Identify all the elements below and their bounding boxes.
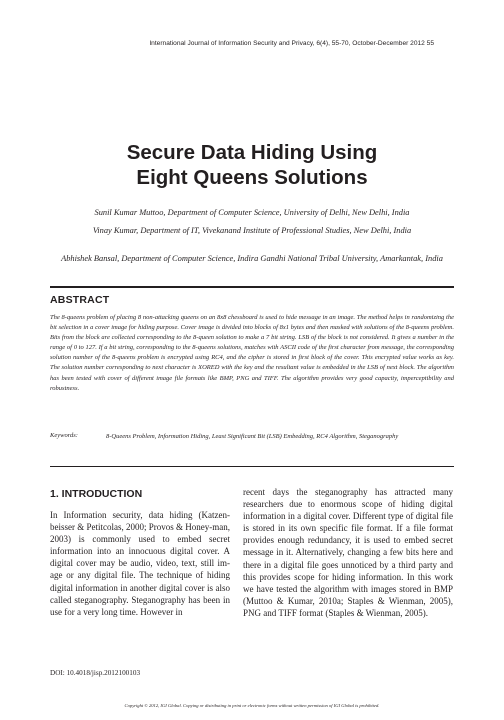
author-affiliation: Vinay Kumar, Department of IT, Vivekanand Institute of Professional Studies, New Delhi, India xyxy=(92,226,412,235)
section-divider xyxy=(50,466,454,467)
abstract-heading: ABSTRACT xyxy=(50,294,110,306)
copyright-notice: Copyright © 2012, IGI Global. Copying or distributing in print or electronic forms without written permission of IGI Global is prohibited. xyxy=(124,703,380,708)
author-affiliation: Abhishek Bansal, Department of Computer Science, Indira Gandhi National Tribal University, Amarkantak, India xyxy=(61,254,443,263)
body-paragraph-left: In Information security, data hiding (Katzen-beisser & Petitcolas, 2000; Provos & Honey-man, 2003) is commonly used to embed secret information into an innocuous digital cover. A digital cover may be audio, video, text, still im-age or any digital file. The technique of hiding digital information in another digital cover is also called steganography. Steganography has been in use for a very long time. However in xyxy=(50,510,230,617)
keywords-list: 8-Queens Problem, Information Hiding, Least Significant Bit (LSB) Embedding, RC4 Algorithm, Steganography xyxy=(106,433,399,440)
running-header: International Journal of Information Security and Privacy, 6(4), 55-70, October-December 2012 55 xyxy=(149,40,434,47)
doi-line: DOI: 10.4018/jisp.2012100103 xyxy=(50,669,141,677)
paper-title xyxy=(40,140,464,190)
keywords-label: Keywords: xyxy=(50,432,78,439)
title-line-1: Secure Data Hiding Using xyxy=(126,141,378,164)
author-affiliation: Sunil Kumar Muttoo, Department of Computer Science, University of Delhi, New Delhi, India xyxy=(94,208,410,217)
body-paragraph-right: recent days the steganography has attracted many researchers due to enormous scope of hiding digital information in a digital cover. Different type of digital file is stored in its own specific file format. If a file format provides enough redundancy, it is used to embed secret message in it. Alternatively, changing a few bits here and there in a digital file goes unnoticed by a third party and this provides scope for hiding information. In this work we have tested the algorithm with images stored in BMP (Muttoo & Kumar, 2010a; Staples & Wienman, 2005), PNG and TIFF format (Staples & Wienman, 2005). xyxy=(243,487,453,618)
section-divider xyxy=(50,286,454,288)
title-line-2: Eight Queens Solutions xyxy=(136,166,368,189)
abstract-body: The 8-queens problem of placing 8 non-attacking queens on an 8x8 chessboard is used to hide message in an image. The method helps in randomizing the bit selection in a cover image for hiding purpose. Cover image is divided into blocks of 8x1 bytes and then masked with solutions of the 8-queens problem. Bits from the block are collected corresponding to the 8-queen solution to make a 7 bit string. LSB of the block is not considered. It gives a number in the range of 0 to 127. If a bit string, corresponding to the 8-queens solutions, matches with ASCII code of the first character from message, the corresponding solution number of the 8-queens problem is encrypted using RC4, and the cipher is stored in first block of the cover. This encrypted value works as key. The solution number corresponding to next character is XORED with the key and the resultant value is embedded in the LSB of next block. The algorithm has been tested with cover of different image file formats like BMP, PNG and TIFF. The algorithm provides very good capacity, imperceptibility and robustness. xyxy=(50,314,454,392)
section-heading: 1. INTRODUCTION xyxy=(50,488,143,500)
